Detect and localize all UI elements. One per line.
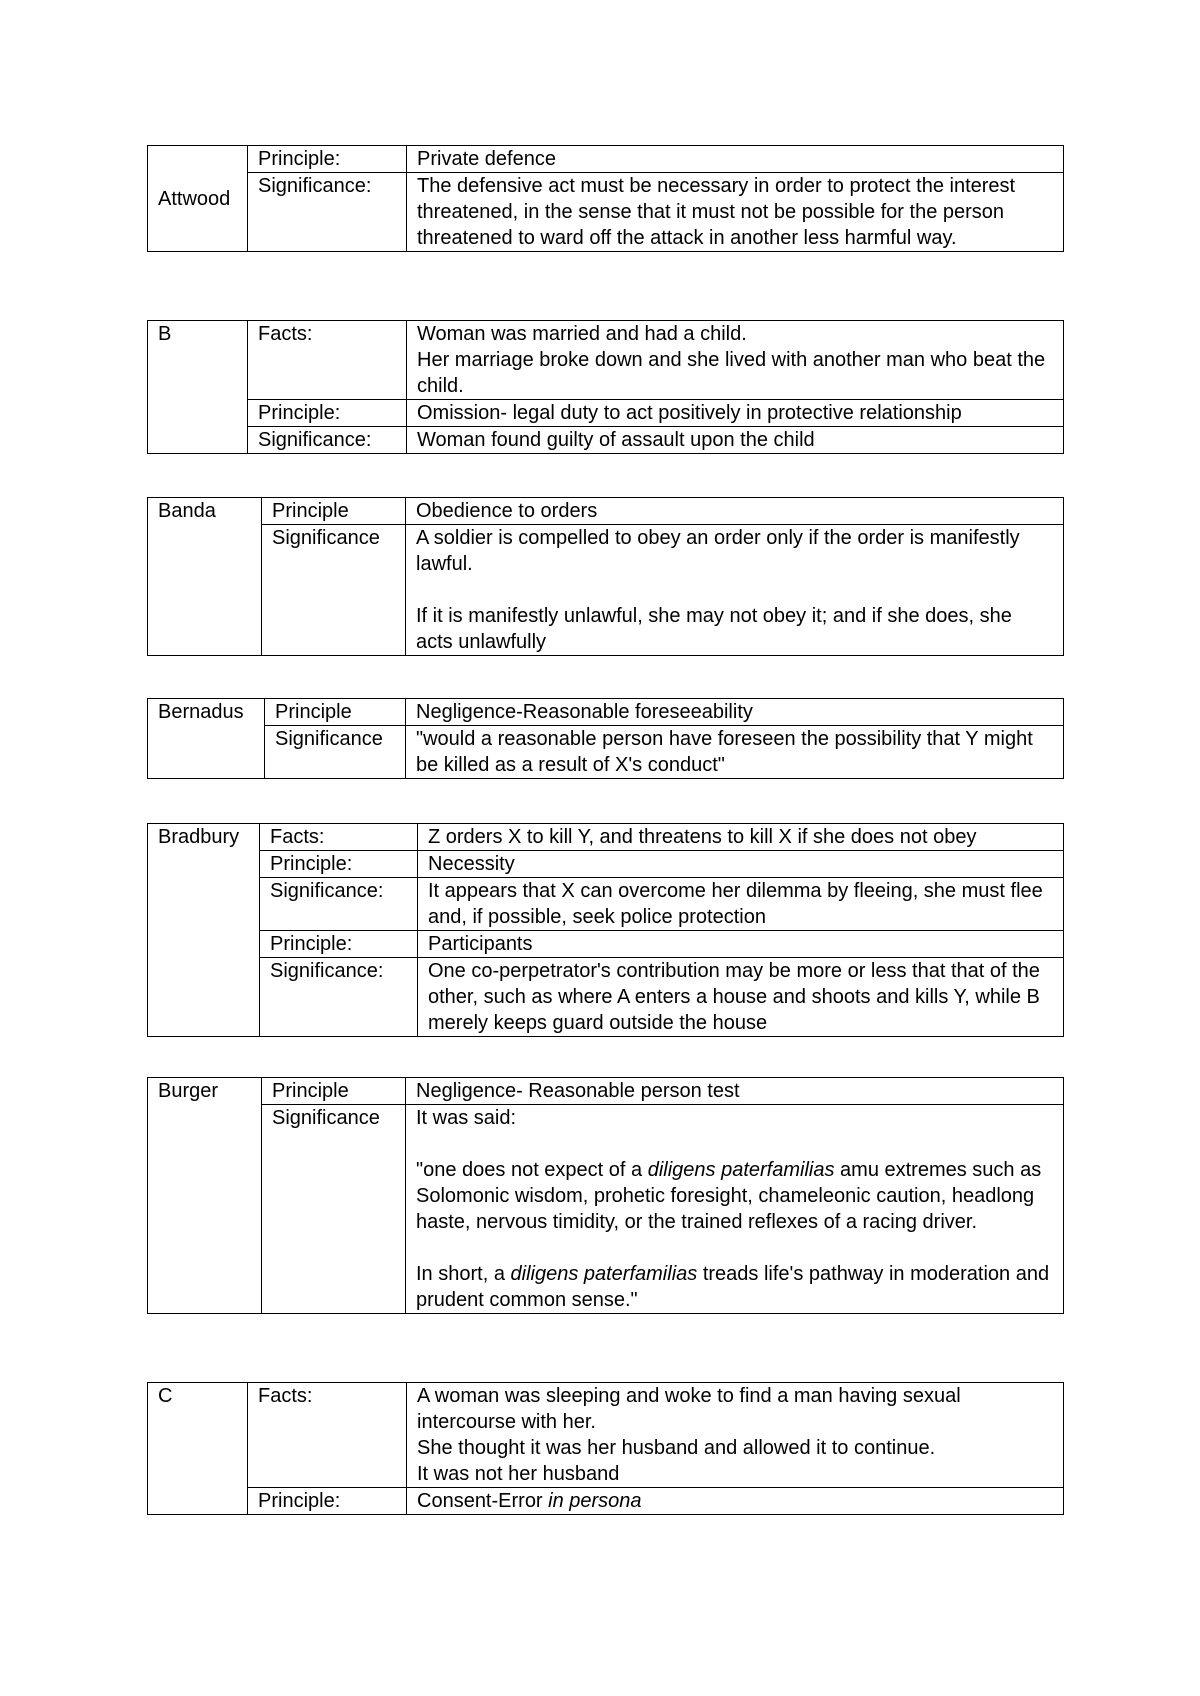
row-label: Facts:	[260, 824, 418, 851]
case-table-b	[147, 320, 1064, 454]
row-content: It was said: "one does not expect of a diligens paterfamilias amu extremes such as Solomonic wisdom, prohetic foresight, chameleonic caution, headlong haste, nervous timidity, or the trained reflexes of a racing driver. In short, a diligens paterfamilias treads life's pathway in moderation and prudent common sense."	[406, 1105, 1064, 1314]
row-content: A soldier is compelled to obey an order only if the order is manifestly lawful. If it is manifestly unlawful, she may not obey it; and if she does, she acts unlawfully	[406, 525, 1064, 656]
row-label: Significance	[265, 726, 406, 779]
case-name: Attwood	[148, 146, 248, 252]
row-content: Woman found guilty of assault upon the child	[407, 427, 1064, 454]
row-content: Negligence-Reasonable foreseeability	[406, 699, 1064, 726]
case-name: Banda	[148, 498, 262, 656]
case-name: C	[148, 1383, 248, 1515]
row-content: One co-perpetrator's contribution may be more or less that that of the other, such as where A enters a house and shoots and kills Y, while B merely keeps guard outside the house	[418, 958, 1064, 1037]
case-table-c	[147, 1382, 1064, 1515]
row-label: Principle:	[260, 931, 418, 958]
case-name: Bernadus	[148, 699, 265, 779]
row-label: Significance	[262, 1105, 406, 1314]
row-content: A woman was sleeping and woke to find a man having sexual intercourse with her. She thought it was her husband and allowed it to continue. It was not her husband	[407, 1383, 1064, 1488]
row-label: Significance:	[248, 427, 407, 454]
case-name: B	[148, 321, 248, 454]
row-label: Significance:	[248, 173, 407, 252]
row-content: It appears that X can overcome her dilemma by fleeing, she must flee and, if possible, seek police protection	[418, 878, 1064, 931]
row-label: Principle:	[248, 146, 407, 173]
row-content: "would a reasonable person have foreseen the possibility that Y might be killed as a result of X's conduct"	[406, 726, 1064, 779]
row-content: Consent-Error in persona	[407, 1488, 1064, 1515]
row-label: Principle:	[260, 851, 418, 878]
case-table-burger	[147, 1077, 1064, 1314]
case-table-attwood	[147, 145, 1064, 252]
row-content: Z orders X to kill Y, and threatens to kill X if she does not obey	[418, 824, 1064, 851]
row-label: Significance:	[260, 958, 418, 1037]
row-label: Principle	[262, 1078, 406, 1105]
case-table-bernadus	[147, 698, 1064, 779]
row-label: Principle:	[248, 400, 407, 427]
row-content: Omission- legal duty to act positively in protective relationship	[407, 400, 1064, 427]
row-label: Principle:	[248, 1488, 407, 1515]
case-name: Burger	[148, 1078, 262, 1314]
row-content: Negligence- Reasonable person test	[406, 1078, 1064, 1105]
row-content: Woman was married and had a child. Her marriage broke down and she lived with another man who beat the child.	[407, 321, 1064, 400]
row-label: Principle	[265, 699, 406, 726]
row-label: Facts:	[248, 321, 407, 400]
row-content: Participants	[418, 931, 1064, 958]
row-label: Significance	[262, 525, 406, 656]
row-label: Principle	[262, 498, 406, 525]
case-name: Bradbury	[148, 824, 260, 1037]
row-content: The defensive act must be necessary in order to protect the interest threatened, in the sense that it must not be possible for the person threatened to ward off the attack in another less harmful way.	[407, 173, 1064, 252]
row-content: Private defence	[407, 146, 1064, 173]
row-label: Facts:	[248, 1383, 407, 1488]
row-content: Necessity	[418, 851, 1064, 878]
case-table-bradbury	[147, 823, 1064, 1037]
row-content: Obedience to orders	[406, 498, 1064, 525]
case-table-banda	[147, 497, 1064, 656]
row-label: Significance:	[260, 878, 418, 931]
